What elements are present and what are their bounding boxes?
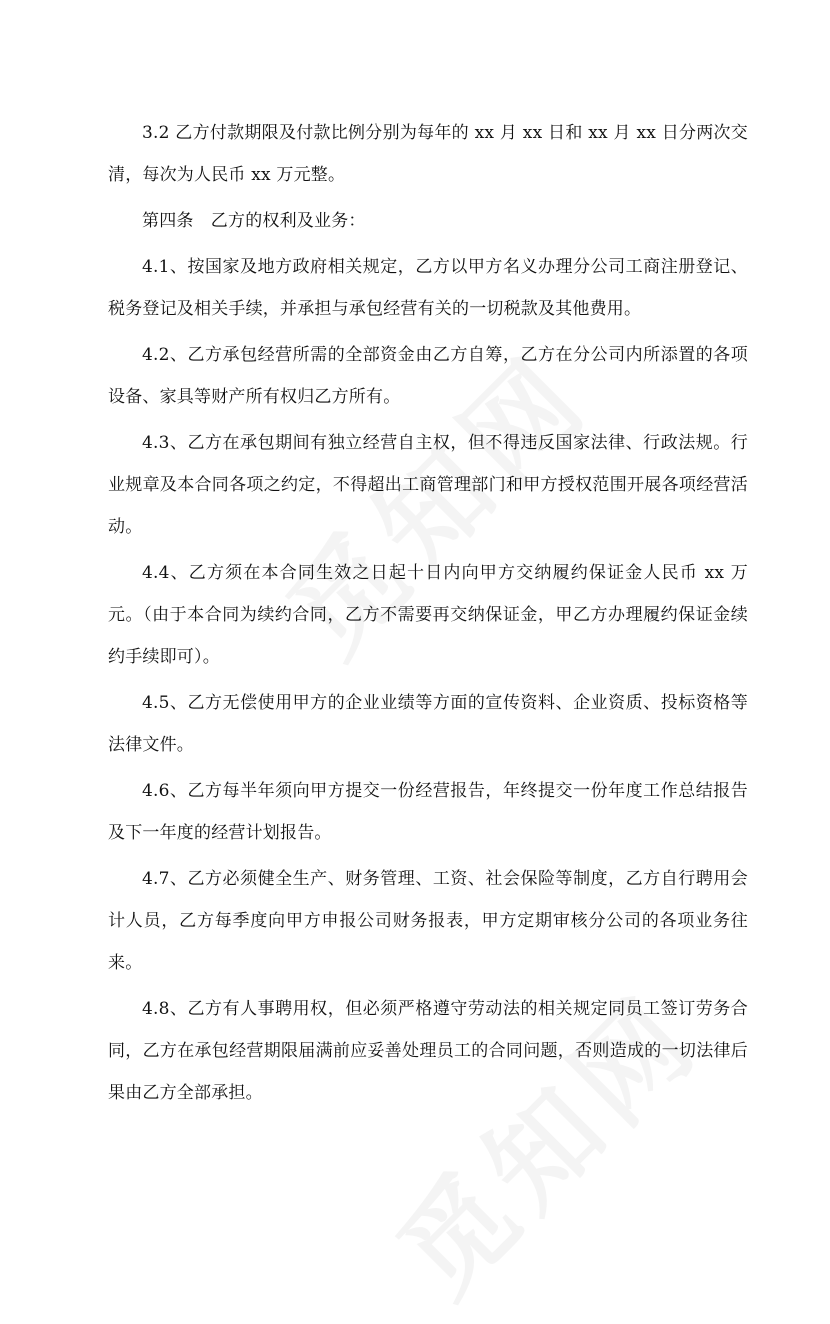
clause-3-2-paragraph: 3.2 乙方付款期限及付款比例分别为每年的 xx 月 xx 日和 xx 月 xx 日分两次交清，每次为人民币 xx 万元整。 bbox=[108, 123, 748, 185]
clause-4-1-paragraph: 4.1、按国家及地方政府相关规定，乙方以甲方名义办理分公司工商注册登记、税务登记及相关手续，并承担与承包经营有关的一切税款及其他费用。 bbox=[108, 257, 748, 319]
document-body bbox=[108, 112, 748, 1118]
clause-4-6-paragraph: 4.6、乙方每半年须向甲方提交一份经营报告，年终提交一份年度工作总结报告及下一年度的经营计划报告。 bbox=[108, 781, 748, 843]
clause-4-4-paragraph: 4.4、乙方须在本合同生效之日起十日内向甲方交纳履约保证金人民币 xx 万元。（由于本合同为续约合同，乙方不需要再交纳保证金，甲乙方办理履约保证金续约手续即可）。 bbox=[108, 563, 748, 667]
clause-4-7-paragraph: 4.7、乙方必须健全生产、财务管理、工资、社会保险等制度，乙方自行聘用会计人员，乙方每季度向甲方申报公司财务报表，甲方定期审核分公司的各项业务往来。 bbox=[108, 869, 748, 973]
clause-4-2-paragraph: 4.2、乙方承包经营所需的全部资金由乙方自筹，乙方在分公司内所添置的各项设备、家具等财产所有权归乙方所有。 bbox=[108, 345, 748, 407]
article-4-heading: 第四条 乙方的权利及业务： bbox=[142, 211, 366, 231]
clause-4-3-paragraph: 4.3、乙方在承包期间有独立经营自主权，但不得违反国家法律、行政法规。行业规章及本合同各项之约定，不得超出工商管理部门和甲方授权范围开展各项经营活动。 bbox=[108, 433, 748, 537]
clause-4-8-paragraph: 4.8、乙方有人事聘用权，但必须严格遵守劳动法的相关规定同员工签订劳务合同，乙方在承包经营期限届满前应妥善处理员工的合同问题，否则造成的一切法律后果由乙方全部承担。 bbox=[108, 999, 748, 1103]
clause-4-5-paragraph: 4.5、乙方无偿使用甲方的企业业绩等方面的宣传资料、企业资质、投标资格等法律文件。 bbox=[108, 693, 748, 755]
